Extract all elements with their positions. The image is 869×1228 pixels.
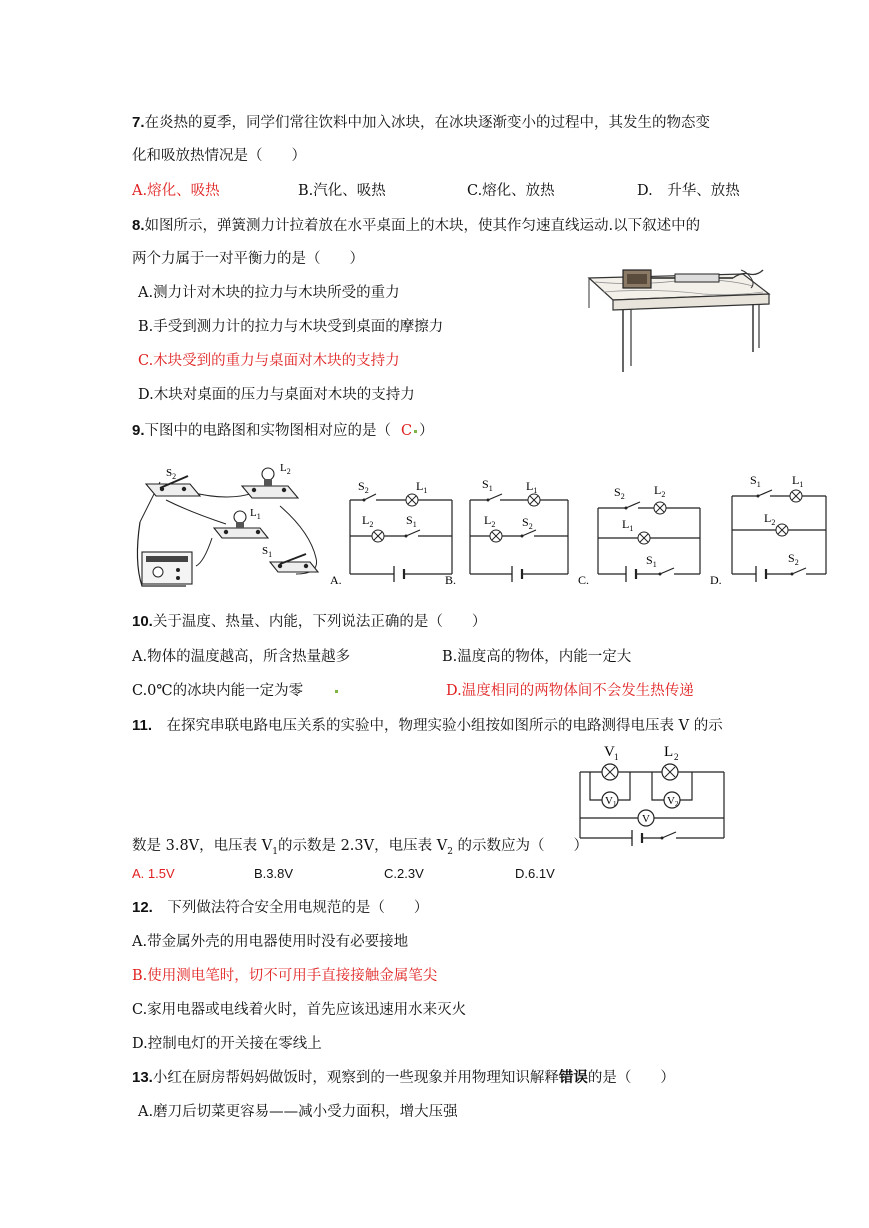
q11-option-d: D.6.1V [515, 866, 555, 881]
q7-option-d: D. 升华、放热 [637, 183, 740, 199]
q7-stem-1: 在炎热的夏季，同学们常往饮料中加入冰块，在冰块逐渐变小的过程中，其发生的物态变 [144, 115, 711, 131]
q13-option-a: A.磨刀后切菜更容易——减小受力面积，增大压强 [138, 1104, 458, 1120]
q7-option-c: C.熔化、放热 [467, 183, 555, 199]
svg-text:L2: $L_2$ [764, 511, 776, 527]
svg-text:S1: $S_1$ [646, 553, 657, 569]
svg-text:S2: $S_2$ [358, 479, 369, 495]
svg-text:S1: $S_1$ [750, 473, 761, 489]
q7-option-a: A.熔化、吸热 [132, 183, 220, 199]
q12-option-b: B.使用测电笔时，切不可用手直接接触金属笔尖 [132, 968, 438, 984]
svg-text:1: 1 [614, 752, 619, 762]
q8-number: 8. [132, 217, 145, 234]
q12-option-a: A.带金属外壳的用电器使用时没有必要接地 [132, 934, 409, 950]
svg-text:L2: $L_2$ [484, 513, 496, 529]
q9-stem: 下图中的电路图和实物图相对应的是（ [144, 423, 392, 439]
svg-text:V2: V2 [667, 795, 679, 808]
svg-text:V: V [604, 744, 615, 760]
q13-emphasis: 错误 [558, 1069, 588, 1086]
q7-line1 [132, 113, 710, 133]
q10-option-b: B.温度高的物体，内能一定大 [442, 649, 632, 665]
q7-line2: 化和吸放热情况是（ ） [132, 148, 306, 164]
svg-text:L1: $L_1$ [526, 479, 538, 495]
q9-letter-c: C. [578, 573, 590, 587]
svg-text:L1: $L_1$ [792, 473, 804, 489]
green-dot-mark [414, 430, 417, 433]
q11-option-b: B.3.8V [254, 866, 294, 881]
q11-option-a: A. 1.5V [132, 866, 175, 881]
q8-line1 [132, 216, 700, 236]
svg-text:L2: $L_2$ [362, 513, 374, 529]
q10-number: 10. [132, 613, 153, 630]
q11-line1 [132, 716, 723, 736]
q9-app-label-l2: $L_2$ [280, 462, 291, 476]
q12-stem: 下列做法符合安全用电规范的是（ ） [152, 900, 429, 916]
q9-letter-a: A. [330, 573, 342, 587]
q8-line2: 两个力属于一对平衡力的是（ ） [132, 251, 364, 267]
svg-text:2: 2 [674, 752, 679, 762]
q9-circuit-a [330, 479, 452, 587]
q13-line1: 13.小红在厨房帮妈妈做饭时，观察到的一些现象并用物理知识解释错误的是（ ） [132, 1069, 675, 1086]
svg-text:L1: $L_1$ [622, 517, 634, 533]
q10-stem: 关于温度、热量、内能，下列说法正确的是（ ） [152, 614, 487, 630]
svg-text:V: V [642, 813, 650, 825]
q8-table-figure [583, 266, 771, 376]
q12-option-d: D.控制电灯的开关接在零线上 [132, 1036, 322, 1052]
svg-text:L2: $L_2$ [654, 483, 666, 499]
q8-option-c: C.木块受到的重力与桌面对木块的支持力 [138, 353, 400, 369]
green-dot-mark [335, 690, 338, 693]
q11-stem-1: 在探究串联电路电压关系的实验中，物理实验小组按如图所示的电路测得电压表 V 的示 [152, 718, 723, 734]
q7-option-b: B.汽化、吸热 [298, 183, 386, 199]
svg-text:S2: $S_2$ [522, 515, 533, 531]
svg-text:S1: $S_1$ [406, 513, 417, 529]
q8-option-a: A.测力计对木块的拉力与木块所受的重力 [138, 285, 400, 301]
q9-letter-d: D. [710, 573, 722, 587]
q12-number: 12. [132, 899, 153, 916]
q11-line2: 数是 3.8V，电压表 $V_1$的示数是 2.3V，电压表 $V_2$ 的示数应为（ ） [132, 838, 589, 857]
q8-option-d: D.木块对桌面的压力与桌面对木块的支持力 [138, 387, 415, 403]
q8-stem-1: 如图所示，弹簧测力计拉着放在水平桌面上的木块，使其作匀速直线运动.以下叙述中的 [144, 218, 701, 234]
q9-app-label-s1: $S_1$ [262, 545, 273, 559]
q9-answer: C [401, 423, 413, 439]
q9-stem-end: ） [419, 423, 434, 439]
q10-option-d: D.温度相同的两物体间不会发生热传递 [446, 683, 694, 699]
svg-text:S1: $S_1$ [482, 477, 493, 493]
q9-circuit-d [732, 473, 826, 582]
svg-text:L1: $L_1$ [416, 479, 428, 495]
q9-circuit-c [598, 483, 700, 582]
q11-option-c: C.2.3V [384, 866, 424, 881]
svg-text:V1: V1 [605, 795, 617, 808]
q9-letter-b: B. [445, 573, 457, 587]
svg-text:L: L [664, 744, 674, 760]
q10-line1 [132, 612, 486, 632]
q9-circuit-b [470, 477, 568, 582]
q10-option-c: C.0℃的冰块内能一定为零 [132, 681, 340, 701]
svg-text:S2: $S_2$ [614, 485, 625, 501]
q11-circuit-figure [572, 742, 732, 848]
q12-option-c: C.家用电器或电线着火时，首先应该迅速用水来灭火 [132, 1002, 467, 1018]
q9-line1 [132, 421, 434, 441]
svg-text:S2: $S_2$ [788, 551, 799, 567]
q9-number: 9. [132, 422, 145, 439]
q13-number: 13. [132, 1069, 153, 1086]
q7-number: 7. [132, 114, 145, 131]
q8-option-b: B.手受到测力计的拉力与木块受到桌面的摩擦力 [138, 319, 444, 335]
q9-app-label-s2: $S_2$ [166, 467, 177, 481]
q12-line1 [132, 898, 428, 918]
q9-apparatus-figure [130, 462, 330, 590]
q11-number: 11. [132, 717, 153, 734]
q9-app-label-l1: $L_1$ [250, 507, 261, 521]
q10-option-a: A.物体的温度越高，所含热量越多 [132, 649, 351, 665]
q9-circuit-diagrams [328, 466, 833, 590]
